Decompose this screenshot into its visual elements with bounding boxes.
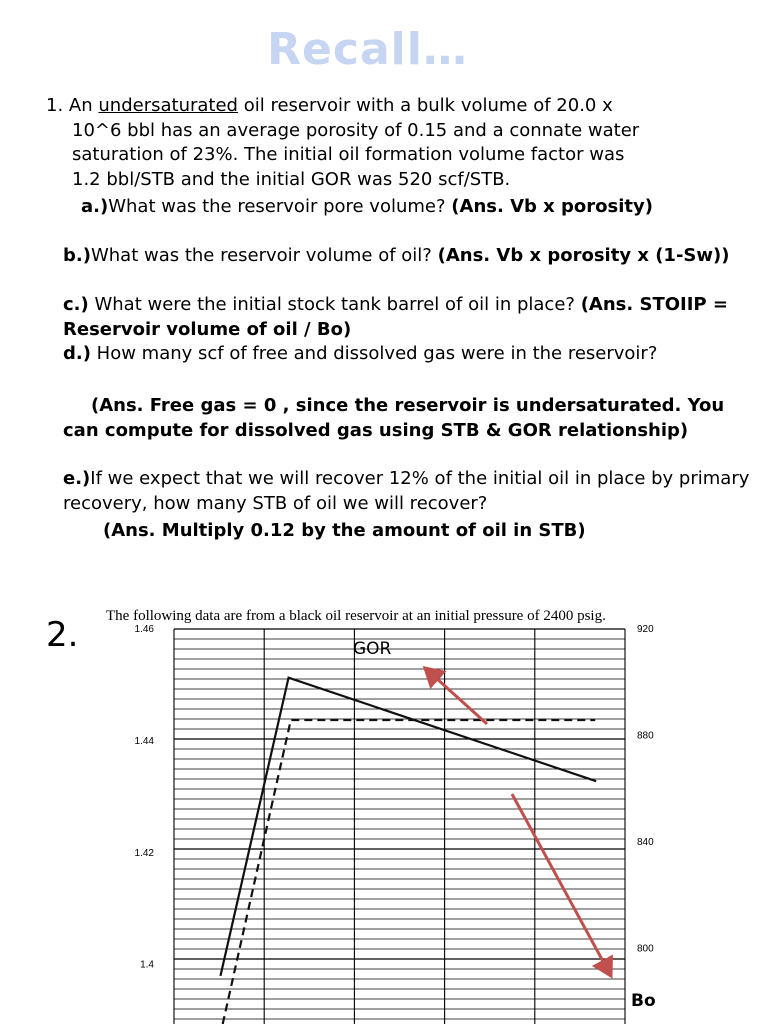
part-b-label: b.) [63, 245, 91, 266]
part-d-answer [63, 394, 753, 443]
part-a [63, 195, 753, 220]
undersaturated-term: undersaturated [98, 95, 238, 116]
part-a-label: a.) [81, 196, 109, 217]
part-d-text: How many scf of free and dissolved gas were in the reservoir? [90, 343, 658, 364]
right-axis-ticks [637, 624, 654, 954]
right-tick-label: 880 [637, 730, 654, 742]
page-title: Recall… [267, 24, 468, 75]
part-d-answer-text: (Ans. Free gas = 0 , since the reservoir is undersaturated. You can compute for dissolved gas using STB & GOR relationship) [63, 395, 725, 441]
gor-label: GOR [353, 639, 392, 659]
question-1-number: 1. [46, 95, 64, 116]
right-tick-label: 800 [637, 943, 654, 955]
part-a-text: What was the reservoir pore volume? [108, 196, 446, 217]
right-tick-label: 920 [637, 624, 654, 635]
part-b-answer: (Ans. Vb x porosity x (1-Sw)) [437, 245, 730, 266]
part-c-label: c.) [63, 294, 89, 315]
bo-gor-chart [100, 600, 668, 1024]
right-tick-label: 840 [637, 836, 654, 848]
bo-curve [220, 678, 596, 976]
part-c [63, 293, 753, 342]
part-e-answer [63, 519, 753, 544]
question-1 [46, 94, 746, 192]
part-e-answer-text: (Ans. Multiply 0.12 by the amount of oil in STB) [103, 520, 586, 541]
chart-grid [174, 629, 625, 1024]
part-c-text: What were the initial stock tank barrel of oil in place? [88, 294, 575, 315]
question-1-intro-after: oil reservoir with a bulk volume of 20.0 x [243, 95, 613, 116]
chart-series [220, 678, 596, 1024]
part-e-label: e.) [63, 468, 91, 489]
left-tick-label: 1.42 [134, 847, 154, 859]
part-e [63, 467, 753, 516]
question-1-line-3: saturation of 23%. The initial oil formation volume factor was [72, 144, 625, 165]
question-1-intro-before: An [68, 95, 93, 116]
part-d [63, 342, 753, 367]
part-d-label: d.) [63, 343, 91, 364]
question-1-line-1 [46, 94, 746, 119]
part-b [63, 244, 753, 269]
left-tick-label: 1.4 [140, 959, 154, 971]
part-b-text: What was the reservoir volume of oil? [90, 245, 432, 266]
bo-label: Bo [631, 991, 656, 1011]
part-a-answer: (Ans. Vb x porosity) [451, 196, 653, 217]
question-1-line-4: 1.2 bbl/STB and the initial GOR was 520 scf/STB. [72, 168, 511, 190]
left-tick-label: 1.46 [134, 624, 154, 635]
part-c-answer: (Ans. STOIIP = Reservoir volume of oil / Bo) [63, 294, 728, 340]
annotation-arrows [425, 668, 611, 976]
left-tick-label: 1.44 [134, 735, 154, 747]
part-e-text: If we expect that we will recover 12% of the initial oil in place by primary recovery, how many STB of oil we will recover? [63, 468, 750, 514]
gor-curve [223, 720, 596, 1024]
question-2-number: 2. [46, 615, 79, 655]
left-axis-ticks [135, 624, 155, 971]
gor-arrow [425, 668, 487, 724]
chart-title: The following data are from a black oil reservoir at an initial pressure of 2400 psig. [106, 608, 606, 624]
question-1-line-2: 10^6 bbl has an average porosity of 0.15 and a connate water [72, 119, 640, 141]
